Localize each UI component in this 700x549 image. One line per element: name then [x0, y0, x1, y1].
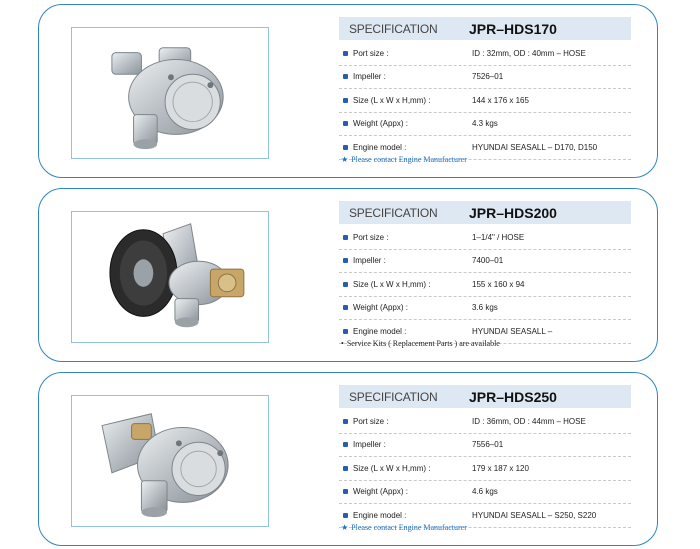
star-icon: ★ [341, 523, 349, 532]
note-text: Please contact Engine Manufacturer [351, 155, 467, 164]
spec-value: 7556–01 [472, 440, 504, 450]
model-name: JPR–HDS250 [469, 388, 557, 405]
spec-label: Impeller : [353, 256, 386, 266]
spec-label: Weight (Appx) : [353, 487, 408, 497]
spec-label: Engine model : [353, 326, 407, 336]
bullet-icon [343, 145, 348, 150]
spec-row-size [339, 457, 631, 481]
spec-value: 4.3 kgs [472, 119, 498, 129]
spec-row-port-size [339, 226, 631, 250]
spec-row-port-size [339, 410, 631, 434]
bullet-icon [343, 51, 348, 56]
bullet-icon [343, 489, 348, 494]
note [341, 523, 467, 532]
bullet-icon [343, 74, 348, 79]
pump-image [72, 212, 268, 342]
spec-value: 144 x 176 x 165 [472, 95, 529, 105]
bullet-icon [343, 305, 348, 310]
spec-row-impeller [339, 66, 631, 90]
spec-row-port-size [339, 42, 631, 66]
pump-image [72, 28, 268, 158]
pump-image [72, 396, 268, 526]
spec-value: 179 x 187 x 120 [472, 463, 529, 473]
spec-value: 7400–01 [472, 256, 504, 266]
spec-row-impeller [339, 434, 631, 458]
spec-row-weight [339, 297, 631, 321]
spec-label: Port size : [353, 416, 389, 426]
pump-photo-hds250 [71, 395, 269, 527]
spec-label: Weight (Appx) : [353, 303, 408, 313]
spec-label: Port size : [353, 232, 389, 242]
model-name: JPR–HDS170 [469, 20, 557, 37]
spec-header [339, 17, 631, 40]
spec-row-weight [339, 113, 631, 137]
spec-label: Size (L x W x H,mm) : [353, 95, 431, 105]
spec-value: 4.6 kgs [472, 487, 498, 497]
spec-header [339, 201, 631, 224]
bullet-icon [343, 419, 348, 424]
note [341, 155, 467, 164]
note [341, 339, 500, 348]
spec-value: HYUNDAI SEASALL – D170, D150 [472, 142, 598, 152]
bullet-icon [343, 329, 348, 334]
bullet-icon [343, 121, 348, 126]
bullet-icon [343, 442, 348, 447]
spec-row-size [339, 273, 631, 297]
spec-label: Engine model : [353, 510, 407, 520]
spec-value: HYUNDAI SEASALL – S250, S220 [472, 510, 597, 520]
note-text: Service Kits ( Replacement Parts ) are available [346, 339, 500, 348]
spec-value: ID : 32mm, OD : 40mm – HOSE [472, 48, 586, 58]
spec-list [339, 410, 631, 528]
bullet-icon [343, 513, 348, 518]
bullet-icon [343, 98, 348, 103]
spec-label: Size (L x W x H,mm) : [353, 279, 431, 289]
product-card-hds170 [38, 4, 658, 178]
bullet-icon [343, 282, 348, 287]
bullet-icon [343, 235, 348, 240]
model-name: JPR–HDS200 [469, 204, 557, 221]
spec-row-weight [339, 481, 631, 505]
spec-label: Size (L x W x H,mm) : [353, 463, 431, 473]
bullet-icon [343, 258, 348, 263]
spec-title: SPECIFICATION [349, 21, 438, 36]
spec-value: ID : 36mm, OD : 44mm – HOSE [472, 416, 586, 426]
spec-value: 3.6 kgs [472, 303, 498, 313]
spec-label: Weight (Appx) : [353, 119, 408, 129]
spec-label: Port size : [353, 48, 389, 58]
spec-header [339, 385, 631, 408]
product-card-hds200 [38, 188, 658, 362]
bullet-dot-icon: • [341, 339, 344, 348]
spec-title: SPECIFICATION [349, 205, 438, 220]
spec-list [339, 42, 631, 160]
spec-value: 1–1/4" / HOSE [472, 232, 525, 242]
spec-label: Impeller : [353, 72, 386, 82]
spec-label: Engine model : [353, 142, 407, 152]
spec-value: HYUNDAI SEASALL – [472, 326, 553, 336]
product-card-hds250 [38, 372, 658, 546]
spec-row-size [339, 89, 631, 113]
spec-value: 7526–01 [472, 72, 504, 82]
pump-photo-hds170 [71, 27, 269, 159]
note-text: Please contact Engine Manufacturer [351, 523, 467, 532]
spec-label: Impeller : [353, 440, 386, 450]
spec-value: 155 x 160 x 94 [472, 279, 525, 289]
spec-list [339, 226, 631, 344]
spec-row-impeller [339, 250, 631, 274]
bullet-icon [343, 466, 348, 471]
spec-title: SPECIFICATION [349, 389, 438, 404]
star-icon: ★ [341, 155, 349, 164]
pump-photo-hds200 [71, 211, 269, 343]
